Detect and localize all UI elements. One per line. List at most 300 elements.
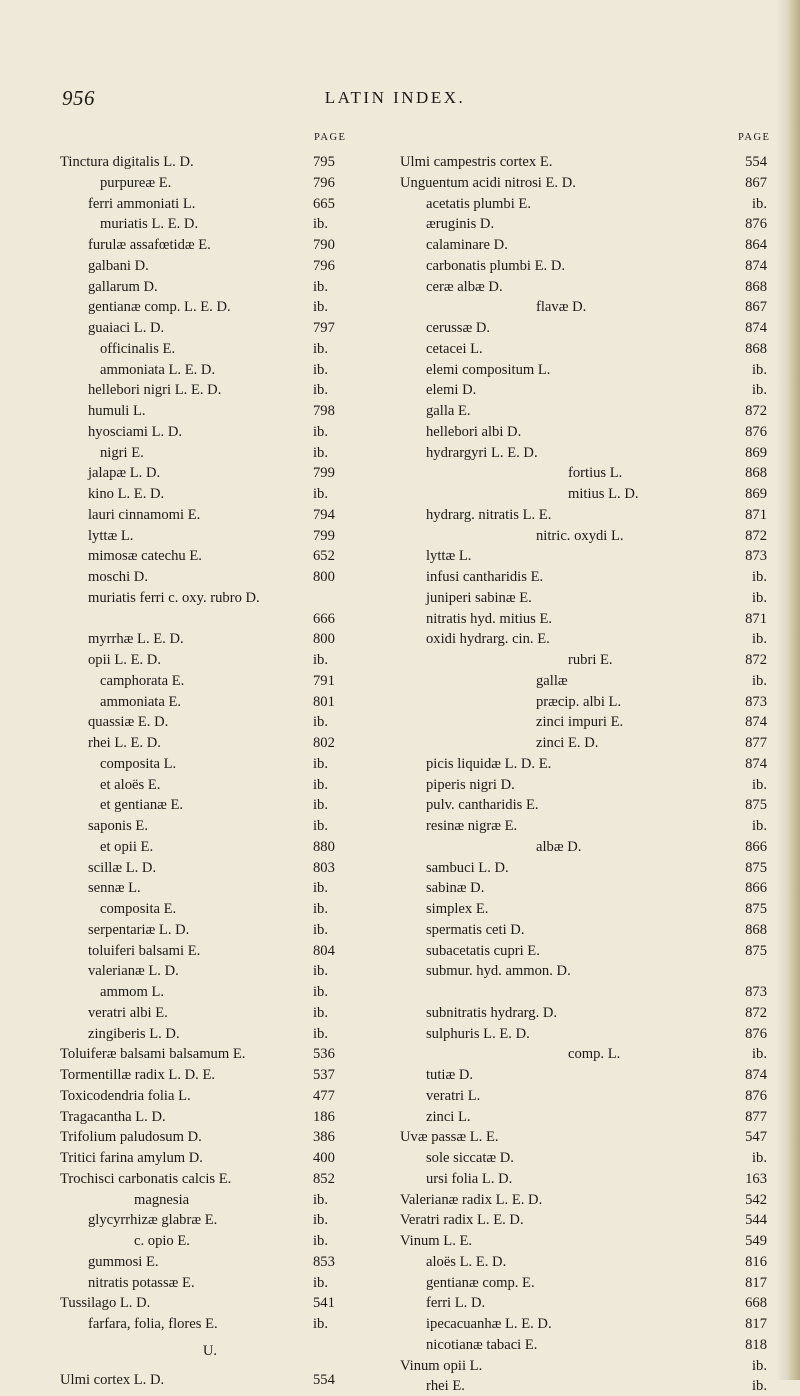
- index-entry: [398, 775, 774, 795]
- index-entry: [398, 277, 774, 297]
- entry-term: flavæ D.: [536, 299, 587, 316]
- entry-page-ref: 163: [745, 1170, 767, 1187]
- index-entry: [60, 318, 400, 338]
- index-entry: [60, 1003, 400, 1023]
- entry-page-ref: ib.: [752, 818, 767, 834]
- entry-page-ref: 876: [745, 1087, 767, 1104]
- entry-page-ref: 795: [313, 154, 335, 170]
- entry-term: ipecacuanhæ L. E. D.: [426, 1316, 552, 1332]
- entry-page-ref: 867: [745, 299, 767, 316]
- entry-term: kino L. E. D.: [88, 486, 165, 502]
- index-entry: [398, 1231, 774, 1251]
- entry-page-ref: 873: [745, 693, 767, 710]
- index-entry: [60, 235, 400, 255]
- index-entry: [398, 1044, 774, 1064]
- index-entry: [60, 754, 400, 774]
- index-entry: [398, 961, 774, 981]
- entry-page-ref: 872: [745, 527, 767, 544]
- entry-term: oxidi hydrarg. cin. E.: [426, 631, 550, 648]
- index-entry: [398, 982, 774, 1002]
- entry-term: hydrargyri L. E. D.: [426, 444, 538, 461]
- entry-page-ref: 801: [313, 693, 335, 710]
- index-entry: [60, 629, 400, 649]
- entry-term: Trifolium paludosum D.: [60, 1129, 202, 1146]
- entry-page-ref: 554: [745, 154, 767, 170]
- index-entry: [60, 692, 400, 712]
- running-head: [0, 86, 790, 114]
- index-entry: [60, 733, 400, 753]
- index-entry: [398, 795, 774, 815]
- index-entry: [60, 380, 400, 400]
- entry-page-ref: 791: [313, 672, 335, 689]
- entry-page-ref: 817: [745, 1274, 767, 1291]
- entry-page-ref: 872: [745, 403, 767, 419]
- index-entry: [60, 609, 400, 629]
- entry-page-ref: 869: [745, 486, 767, 502]
- entry-page-ref: ib.: [752, 631, 767, 648]
- entry-page-ref: 817: [745, 1316, 767, 1332]
- entry-page-ref: 796: [313, 257, 335, 274]
- entry-page-ref: ib.: [752, 1046, 767, 1063]
- entry-page-ref: 875: [745, 797, 767, 814]
- index-entry: [60, 941, 400, 961]
- entry-term: Toluiferæ balsami balsamum E.: [60, 1046, 246, 1063]
- entry-page-ref: ib.: [313, 340, 328, 357]
- entry-page-ref: 400: [313, 1150, 335, 1166]
- entry-term: Valerianæ radix L. E. D.: [400, 1191, 543, 1208]
- entry-page-ref: 665: [313, 195, 335, 212]
- entry-term: quassiæ E. D.: [88, 714, 169, 731]
- entry-term: furulæ assafœtidæ E.: [88, 237, 211, 253]
- index-entry: [398, 152, 774, 172]
- index-entry: [398, 443, 774, 463]
- entry-term: simplex E.: [426, 901, 489, 917]
- index-entry: [398, 463, 774, 483]
- entry-term: Tinctura digitalis L. D.: [60, 154, 194, 170]
- entry-page-ref: 799: [313, 465, 335, 482]
- entry-term: præcip. albi L.: [536, 693, 622, 710]
- entry-term: gummosi E.: [88, 1253, 159, 1270]
- page-title: LATIN INDEX.: [324, 88, 466, 107]
- index-entry: [60, 1148, 400, 1168]
- entry-page-ref: 874: [745, 755, 767, 772]
- entry-term: tutiæ D.: [426, 1067, 474, 1083]
- index-entry: [398, 546, 774, 566]
- section-letter-label: U.: [202, 1342, 218, 1359]
- entry-term: rubri E.: [568, 652, 613, 668]
- entry-page-ref: 869: [745, 444, 767, 461]
- entry-page-ref: ib.: [313, 901, 328, 917]
- entry-term: juniperi sabinæ E.: [426, 589, 532, 606]
- entry-page-ref: ib.: [313, 984, 328, 1000]
- index-entry: [398, 754, 774, 774]
- entry-term: nicotianæ tabaci E.: [426, 1336, 538, 1353]
- entry-page-ref: 666: [313, 610, 335, 627]
- entry-term: c. opio E.: [134, 1233, 190, 1249]
- index-entry: [398, 297, 774, 317]
- entry-page-ref: 868: [745, 278, 767, 295]
- entry-page-ref: ib.: [313, 818, 328, 834]
- entry-term: elemi D.: [426, 382, 477, 399]
- entry-page-ref: 872: [745, 652, 767, 668]
- index-entry: [60, 1086, 400, 1106]
- index-entry: [398, 214, 774, 234]
- index-entry: [398, 1293, 774, 1313]
- entry-page-ref: ib.: [752, 569, 767, 585]
- entry-page-ref: 874: [745, 320, 767, 336]
- entry-term: myrrhæ L. E. D.: [88, 631, 184, 648]
- entry-term: purpureæ E.: [100, 174, 172, 191]
- entry-term: hyosciami L. D.: [88, 423, 183, 440]
- index-entry: [60, 463, 400, 483]
- entry-term: ammoniata L. E. D.: [100, 361, 216, 378]
- entry-term: Ulmi cortex L. D.: [60, 1371, 165, 1388]
- entry-page-ref: 874: [745, 714, 767, 731]
- entry-page-ref: 800: [313, 569, 335, 585]
- entry-page-ref: 871: [745, 506, 767, 523]
- entry-term: Trochisci carbonatis calcis E.: [60, 1170, 232, 1187]
- entry-page-ref: ib.: [313, 216, 328, 233]
- entry-term: spermatis ceti D.: [426, 921, 525, 938]
- index-entry: [398, 878, 774, 898]
- entry-page-ref: ib.: [313, 444, 328, 461]
- entry-page-ref: 868: [745, 465, 767, 482]
- entry-page-ref: 872: [745, 1004, 767, 1021]
- index-entry: [60, 1210, 400, 1230]
- entry-page-ref: ib.: [752, 589, 767, 606]
- index-entry: [398, 194, 774, 214]
- entry-page-ref: ib.: [313, 652, 328, 668]
- index-entry: [398, 858, 774, 878]
- index-entry: [398, 609, 774, 629]
- entry-page-ref: 876: [745, 1025, 767, 1042]
- index-entry: [60, 982, 400, 1002]
- entry-term: sulphuris L. E. D.: [426, 1025, 530, 1042]
- index-entry: [60, 1024, 400, 1044]
- index-entry: [398, 422, 774, 442]
- index-entry: [60, 1252, 400, 1272]
- entry-page-ref: ib.: [752, 195, 767, 212]
- entry-page-ref: ib.: [313, 1025, 328, 1042]
- entry-term: ferri L. D.: [426, 1295, 486, 1312]
- entry-term: fortius L.: [568, 465, 623, 482]
- entry-term: saponis E.: [88, 818, 148, 834]
- entry-page-ref: 866: [745, 880, 767, 897]
- index-entry: [60, 214, 400, 234]
- index-entry: [398, 173, 774, 193]
- entry-term: submur. hyd. ammon. D.: [426, 963, 571, 980]
- index-entry: [60, 546, 400, 566]
- entry-term: comp. L.: [568, 1046, 621, 1063]
- entry-term: et gentianæ E.: [100, 797, 184, 814]
- index-entry: [398, 360, 774, 380]
- index-entry: [60, 360, 400, 380]
- entry-term: glycyrrhizæ glabræ E.: [88, 1212, 218, 1229]
- entry-term: veratri L.: [426, 1087, 481, 1104]
- entry-page-ref: 800: [313, 631, 335, 648]
- index-entry: [60, 837, 400, 857]
- entry-term: subacetatis cupri E.: [426, 942, 540, 959]
- index-entry: [60, 775, 400, 795]
- index-entry: [398, 671, 774, 691]
- entry-term: Vinum L. E.: [400, 1233, 473, 1249]
- index-entry: [398, 1086, 774, 1106]
- index-entry: [398, 526, 774, 546]
- entry-term: ferri ammoniati L.: [88, 195, 196, 212]
- index-entry: [398, 256, 774, 276]
- entry-page-ref: 804: [313, 942, 335, 959]
- entry-term: aloës L. E. D.: [426, 1253, 507, 1270]
- entry-term: gallæ: [536, 672, 568, 689]
- entry-page-ref: ib.: [313, 1274, 328, 1291]
- entry-page-ref: ib.: [752, 672, 767, 689]
- entry-page-ref: ib.: [313, 797, 328, 814]
- entry-page-ref: 873: [745, 548, 767, 565]
- entry-page-ref: 874: [745, 257, 767, 274]
- entry-page-ref: ib.: [313, 714, 328, 731]
- entry-page-ref: ib.: [313, 299, 328, 316]
- entry-page-ref: 544: [745, 1212, 767, 1229]
- index-entry: [398, 1335, 774, 1355]
- entry-page-ref: ib.: [313, 361, 328, 378]
- entry-term: zinci L.: [426, 1108, 471, 1125]
- entry-term: galbani D.: [88, 257, 149, 274]
- entry-term: zinci impuri E.: [536, 714, 624, 731]
- index-entry: [398, 401, 774, 421]
- index-entry: [398, 650, 774, 670]
- index-entry: [398, 1127, 774, 1147]
- index-entry: [60, 1044, 400, 1064]
- index-entry: [398, 1024, 774, 1044]
- entry-term: hellebori albi D.: [426, 423, 522, 440]
- entry-page-ref: 866: [745, 838, 767, 855]
- entry-term: ceræ albæ D.: [426, 278, 503, 295]
- page-shadow: [776, 0, 786, 1380]
- entry-page-ref: 816: [745, 1253, 767, 1270]
- entry-page-ref: ib.: [313, 1212, 328, 1229]
- entry-term: sennæ L.: [88, 880, 141, 897]
- index-entry: [60, 858, 400, 878]
- entry-page-ref: ib.: [313, 1004, 328, 1021]
- entry-page-ref: 875: [745, 901, 767, 917]
- entry-term: Toxicodendria folia L.: [60, 1087, 191, 1104]
- index-entry: [60, 1273, 400, 1293]
- index-entry: [60, 401, 400, 421]
- index-entry: [398, 629, 774, 649]
- entry-term: Uvæ passæ L. E.: [400, 1129, 499, 1146]
- entry-term: cerussæ D.: [426, 320, 491, 336]
- entry-page-ref: 877: [745, 735, 767, 751]
- entry-page-ref: 536: [313, 1046, 335, 1063]
- entry-term: piperis nigri D.: [426, 776, 515, 793]
- index-entry: [60, 1127, 400, 1147]
- index-entry: [60, 422, 400, 442]
- index-entry: [60, 1169, 400, 1189]
- entry-page-ref: ib.: [313, 1233, 328, 1249]
- entry-page-ref: 880: [313, 838, 335, 855]
- entry-term: ammom L.: [100, 984, 165, 1000]
- entry-term: valerianæ L. D.: [88, 963, 179, 980]
- entry-term: pulv. cantharidis E.: [426, 797, 539, 814]
- index-entry: [398, 816, 774, 836]
- entry-page-ref: 852: [313, 1170, 335, 1187]
- entry-term: mitius L. D.: [568, 486, 639, 502]
- entry-term: picis liquidæ L. D. E.: [426, 755, 552, 772]
- index-entry: [398, 837, 774, 857]
- index-entry: [60, 878, 400, 898]
- entry-page-ref: 547: [745, 1129, 767, 1146]
- entry-page-ref: ib.: [313, 382, 328, 399]
- index-entry: [398, 567, 774, 587]
- entry-term: carbonatis plumbi E. D.: [426, 257, 566, 274]
- entry-term: Ulmi campestris cortex E.: [400, 154, 553, 170]
- index-entry: [60, 650, 400, 670]
- entry-term: Vinum opii L.: [400, 1357, 483, 1374]
- index-entry: [398, 920, 774, 940]
- page-column-label: PAGE: [738, 132, 771, 143]
- entry-page-ref: 876: [745, 423, 767, 440]
- entry-term: hydrarg. nitratis L. E.: [426, 506, 552, 523]
- entry-term: hellebori nigri L. E. D.: [88, 382, 222, 399]
- entry-term: nitric. oxydi L.: [536, 527, 624, 544]
- index-entry: [60, 526, 400, 546]
- entry-page-ref: 873: [745, 984, 767, 1000]
- index-entry: [398, 339, 774, 359]
- entry-term: gallarum D.: [88, 278, 158, 295]
- index-entry: [398, 484, 774, 504]
- entry-page-ref: 868: [745, 921, 767, 938]
- index-entry: [398, 1376, 774, 1396]
- index-entry: [398, 235, 774, 255]
- entry-page-ref: 867: [745, 174, 767, 191]
- entry-page-ref: ib.: [313, 1191, 328, 1208]
- entry-term: opii L. E. D.: [88, 652, 161, 668]
- index-entry: [60, 1190, 400, 1210]
- index-entry: [398, 899, 774, 919]
- entry-page-ref: 868: [745, 340, 767, 357]
- entry-page-ref: ib.: [313, 963, 328, 980]
- entry-term: Tormentillæ radix L. D. E.: [60, 1067, 216, 1083]
- entry-term: Veratri radix L. E. D.: [400, 1212, 524, 1229]
- entry-term: nitratis hyd. mitius E.: [426, 610, 553, 627]
- entry-page-ref: 549: [745, 1233, 767, 1249]
- index-entry: [60, 671, 400, 691]
- index-entry: [60, 297, 400, 317]
- entry-term: galla E.: [426, 403, 471, 419]
- index-entry: [60, 194, 400, 214]
- index-entry: [60, 277, 400, 297]
- entry-page-ref: ib.: [752, 1357, 767, 1374]
- entry-term: lyttæ L.: [88, 527, 134, 544]
- entry-term: composita E.: [100, 901, 177, 917]
- entry-page-ref: 537: [313, 1067, 335, 1083]
- entry-term: sambuci L. D.: [426, 859, 509, 876]
- entry-page-ref: 799: [313, 527, 335, 544]
- entry-page-ref: ib.: [313, 423, 328, 440]
- entry-page-ref: ib.: [313, 921, 328, 938]
- index-entry: [60, 505, 400, 525]
- entry-page-ref: 798: [313, 403, 335, 419]
- entry-term: et aloës E.: [100, 776, 161, 793]
- entry-page-ref: 554: [313, 1371, 335, 1388]
- entry-term: nitratis potassæ E.: [88, 1274, 195, 1291]
- entry-page-ref: ib.: [313, 880, 328, 897]
- entry-term: serpentariæ L. D.: [88, 921, 190, 938]
- index-entry: [60, 152, 400, 172]
- entry-page-ref: ib.: [313, 755, 328, 772]
- index-entry: [60, 443, 400, 463]
- index-entry: [60, 567, 400, 587]
- index-entry: [60, 712, 400, 732]
- entry-page-ref: 877: [745, 1108, 767, 1125]
- entry-term: muriatis L. E. D.: [100, 216, 199, 233]
- entry-term: lauri cinnamomi E.: [88, 506, 201, 523]
- entry-term: moschi D.: [88, 569, 148, 585]
- entry-page-ref: 853: [313, 1253, 335, 1270]
- entry-page-ref: 818: [745, 1336, 767, 1353]
- index-entry: [398, 1190, 774, 1210]
- entry-term: Tussilago L. D.: [60, 1295, 151, 1312]
- index-entry: [60, 961, 400, 981]
- index-entry: [398, 380, 774, 400]
- entry-page-ref: ib.: [313, 776, 328, 793]
- entry-page-ref: 876: [745, 216, 767, 233]
- index-entry: [398, 1252, 774, 1272]
- entry-term: guaiaci L. D.: [88, 320, 165, 336]
- entry-term: camphorata E.: [100, 672, 185, 689]
- entry-page-ref: ib.: [752, 1378, 767, 1395]
- index-entry: [60, 920, 400, 940]
- entry-term: zingiberis L. D.: [88, 1025, 180, 1042]
- entry-page-ref: 796: [313, 174, 335, 191]
- entry-page-ref: 386: [313, 1129, 335, 1146]
- entry-term: acetatis plumbi E.: [426, 195, 531, 212]
- entry-term: sole siccatæ D.: [426, 1150, 514, 1166]
- entry-page-ref: 477: [313, 1087, 335, 1104]
- entry-term: ammoniata E.: [100, 693, 182, 710]
- entry-term: composita L.: [100, 755, 177, 772]
- entry-term: infusi cantharidis E.: [426, 569, 544, 585]
- entry-term: ursi folia L. D.: [426, 1170, 513, 1187]
- index-entry: [398, 1107, 774, 1127]
- entry-page-ref: 871: [745, 610, 767, 627]
- index-entry: [60, 588, 400, 608]
- entry-term: elemi compositum L.: [426, 361, 551, 378]
- index-entry: [398, 1314, 774, 1334]
- entry-page-ref: 542: [745, 1191, 767, 1208]
- entry-term: veratri albi E.: [88, 1004, 168, 1021]
- index-entry: [398, 1003, 774, 1023]
- entry-page-ref: 668: [745, 1295, 767, 1312]
- entry-page-ref: 541: [313, 1295, 335, 1312]
- index-entry: [398, 692, 774, 712]
- entry-page-ref: ib.: [752, 382, 767, 399]
- entry-term: nigri E.: [100, 444, 144, 461]
- index-entry: [398, 588, 774, 608]
- entry-page-ref: ib.: [313, 278, 328, 295]
- index-entry: [60, 173, 400, 193]
- entry-page-ref: 803: [313, 859, 335, 876]
- entry-page-ref: 875: [745, 942, 767, 959]
- index-entry: [398, 1210, 774, 1230]
- entry-term: Unguentum acidi nitrosi E. D.: [400, 174, 576, 191]
- index-entry: [60, 1231, 400, 1251]
- entry-term: rhei L. E. D.: [88, 735, 161, 751]
- index-entry: [60, 1293, 400, 1313]
- entry-page-ref: 875: [745, 859, 767, 876]
- entry-page-ref: 864: [745, 237, 767, 253]
- entry-term: officinalis E.: [100, 340, 176, 357]
